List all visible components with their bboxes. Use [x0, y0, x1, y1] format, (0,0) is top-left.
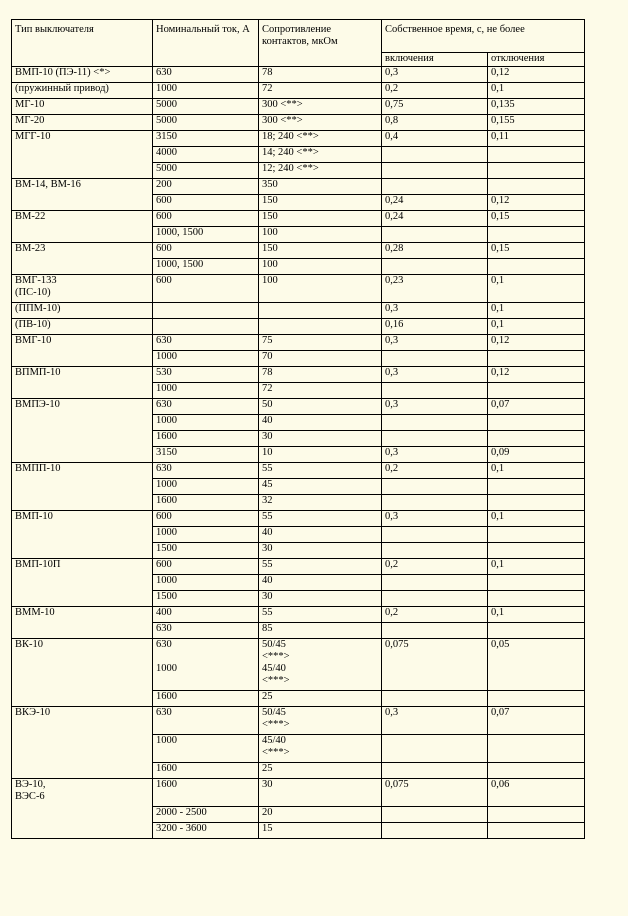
time-off-cell [488, 147, 585, 163]
time-on-cell [382, 147, 488, 163]
rated-current-cell: 600 [153, 195, 259, 211]
rated-current-cell: 3150 [153, 447, 259, 463]
resistance-cell: 30 [259, 431, 382, 447]
resistance-cell: 70 [259, 351, 382, 367]
resistance-cell: 30 [259, 543, 382, 559]
time-off-cell: 0,06 [488, 779, 585, 807]
rated-current-cell: 1000 [153, 415, 259, 431]
rated-current-cell: 600 [153, 243, 259, 259]
rated-current-cell: 200 [153, 179, 259, 195]
table-row [12, 131, 585, 147]
time-on-cell: 0,2 [382, 559, 488, 575]
table-row [12, 211, 585, 227]
resistance-cell: 100 [259, 275, 382, 303]
time-on-cell: 0,24 [382, 195, 488, 211]
resistance-cell: 78 [259, 367, 382, 383]
time-on-cell [382, 823, 488, 839]
resistance-cell: 150 [259, 243, 382, 259]
time-on-cell: 0,075 [382, 779, 488, 807]
resistance-cell: 50 [259, 399, 382, 415]
time-off-cell [488, 735, 585, 763]
table-row [12, 639, 585, 691]
time-on-cell: 0,075 [382, 639, 488, 691]
time-off-cell: 0,15 [488, 211, 585, 227]
rated-current-cell: 2000 - 2500 [153, 807, 259, 823]
table-row [12, 179, 585, 195]
rated-current-cell: 1000, 1500 [153, 227, 259, 243]
time-off-cell: 0,1 [488, 559, 585, 575]
breaker-type-cell: МГГ-10 [12, 131, 153, 179]
time-on-cell: 0,4 [382, 131, 488, 147]
time-on-cell [382, 163, 488, 179]
resistance-cell: 55 [259, 511, 382, 527]
time-off-cell: 0,11 [488, 131, 585, 147]
table-row [12, 707, 585, 735]
resistance-cell: 25 [259, 763, 382, 779]
rated-current-cell: 3150 [153, 131, 259, 147]
time-off-cell: 0,1 [488, 607, 585, 623]
time-on-cell: 0,3 [382, 303, 488, 319]
time-off-cell: 0,07 [488, 707, 585, 735]
rated-current-cell: 5000 [153, 163, 259, 179]
table-row [12, 607, 585, 623]
breaker-type-cell: ВМПП-10 [12, 463, 153, 511]
resistance-cell: 100 [259, 227, 382, 243]
table-row [12, 319, 585, 335]
table-row [12, 115, 585, 131]
rated-current-cell: 1600 [153, 495, 259, 511]
table-row [12, 779, 585, 807]
resistance-cell: 15 [259, 823, 382, 839]
time-on-cell [382, 415, 488, 431]
time-on-cell: 0,2 [382, 83, 488, 99]
time-on-cell [382, 543, 488, 559]
time-on-cell [382, 763, 488, 779]
time-on-cell [382, 807, 488, 823]
resistance-cell: 18; 240 <**> [259, 131, 382, 147]
table-row [12, 399, 585, 415]
time-off-cell [488, 823, 585, 839]
resistance-cell: 85 [259, 623, 382, 639]
rated-current-cell: 1000 [153, 575, 259, 591]
header-time: Собственное время, с, не более [382, 20, 585, 53]
resistance-cell: 350 [259, 179, 382, 195]
resistance-cell: 20 [259, 807, 382, 823]
time-off-cell [488, 807, 585, 823]
resistance-cell: 40 [259, 575, 382, 591]
resistance-cell: 75 [259, 335, 382, 351]
resistance-cell: 12; 240 <**> [259, 163, 382, 179]
breaker-type-cell: ВМП-10 (ПЭ-11) <*> [12, 67, 153, 83]
breaker-type-cell: ВМГ-10 [12, 335, 153, 367]
rated-current-cell: 630 1000 [153, 639, 259, 691]
time-off-cell [488, 591, 585, 607]
breaker-type-cell: ВМП-10П [12, 559, 153, 607]
rated-current-cell: 1600 [153, 763, 259, 779]
rated-current-cell: 5000 [153, 99, 259, 115]
time-off-cell [488, 383, 585, 399]
resistance-cell: 40 [259, 415, 382, 431]
time-off-cell [488, 163, 585, 179]
time-on-cell: 0,16 [382, 319, 488, 335]
table-row [12, 67, 585, 83]
time-off-cell: 0,135 [488, 99, 585, 115]
resistance-cell: 30 [259, 779, 382, 807]
rated-current-cell: 600 [153, 511, 259, 527]
time-on-cell [382, 735, 488, 763]
resistance-cell: 32 [259, 495, 382, 511]
resistance-cell: 100 [259, 259, 382, 275]
rated-current-cell: 1000 [153, 479, 259, 495]
time-off-cell: 0,1 [488, 463, 585, 479]
circuit-breaker-table [11, 19, 585, 839]
breaker-type-cell: ВМ-14, ВМ-16 [12, 179, 153, 211]
time-on-cell: 0,2 [382, 607, 488, 623]
rated-current-cell: 630 [153, 399, 259, 415]
rated-current-cell: 630 [153, 463, 259, 479]
time-on-cell: 0,3 [382, 399, 488, 415]
time-off-cell [488, 479, 585, 495]
resistance-cell: 150 [259, 211, 382, 227]
rated-current-cell: 1000 [153, 527, 259, 543]
time-on-cell: 0,23 [382, 275, 488, 303]
breaker-type-cell: (ППМ-10) [12, 303, 153, 319]
table-row [12, 243, 585, 259]
table-row [12, 559, 585, 575]
breaker-type-cell: МГ-10 [12, 99, 153, 115]
resistance-cell: 30 [259, 591, 382, 607]
time-off-cell: 0,12 [488, 67, 585, 83]
breaker-type-cell: ВМГ-133 (ПС-10) [12, 275, 153, 303]
table-row [12, 463, 585, 479]
time-on-cell [382, 179, 488, 195]
time-off-cell [488, 575, 585, 591]
time-off-cell: 0,1 [488, 275, 585, 303]
resistance-cell: 45 [259, 479, 382, 495]
time-on-cell: 0,28 [382, 243, 488, 259]
header-on: включения [382, 53, 488, 67]
header-off: отключения [488, 53, 585, 67]
resistance-cell: 45/40 <***> [259, 735, 382, 763]
time-off-cell: 0,12 [488, 335, 585, 351]
resistance-cell: 78 [259, 67, 382, 83]
breaker-type-cell: (пружинный привод) [12, 83, 153, 99]
rated-current-cell: 630 [153, 707, 259, 735]
time-on-cell [382, 495, 488, 511]
time-off-cell: 0,15 [488, 243, 585, 259]
resistance-cell [259, 303, 382, 319]
time-off-cell [488, 543, 585, 559]
rated-current-cell: 1000 [153, 383, 259, 399]
time-on-cell [382, 431, 488, 447]
breaker-type-cell: МГ-20 [12, 115, 153, 131]
resistance-cell: 50/45 <***> 45/40 <***> [259, 639, 382, 691]
breaker-type-cell: ВМПЭ-10 [12, 399, 153, 463]
rated-current-cell: 600 [153, 559, 259, 575]
time-on-cell: 0,3 [382, 447, 488, 463]
table-row [12, 511, 585, 527]
time-off-cell [488, 179, 585, 195]
rated-current-cell: 600 [153, 211, 259, 227]
time-on-cell [382, 591, 488, 607]
rated-current-cell: 630 [153, 623, 259, 639]
breaker-type-cell: ВМ-23 [12, 243, 153, 275]
time-off-cell: 0,1 [488, 319, 585, 335]
table-row [12, 275, 585, 303]
rated-current-cell: 3200 - 3600 [153, 823, 259, 839]
time-on-cell [382, 527, 488, 543]
time-on-cell [382, 227, 488, 243]
resistance-cell: 25 [259, 691, 382, 707]
rated-current-cell: 1000 [153, 83, 259, 99]
rated-current-cell: 1000 [153, 735, 259, 763]
table-row [12, 99, 585, 115]
rated-current-cell: 600 [153, 275, 259, 303]
time-on-cell: 0,3 [382, 67, 488, 83]
resistance-cell: 300 <**> [259, 99, 382, 115]
breaker-type-cell: ВПМП-10 [12, 367, 153, 399]
table-row [12, 83, 585, 99]
time-on-cell: 0,2 [382, 463, 488, 479]
resistance-cell: 55 [259, 559, 382, 575]
rated-current-cell: 1500 [153, 543, 259, 559]
rated-current-cell: 1600 [153, 431, 259, 447]
time-on-cell [382, 351, 488, 367]
time-off-cell [488, 527, 585, 543]
breaker-type-cell: ВМ-22 [12, 211, 153, 243]
time-off-cell [488, 351, 585, 367]
rated-current-cell: 1000, 1500 [153, 259, 259, 275]
time-on-cell: 0,3 [382, 335, 488, 351]
rated-current-cell [153, 319, 259, 335]
time-on-cell: 0,3 [382, 707, 488, 735]
header-resistance: Сопротивление контактов, мкОм [259, 20, 382, 67]
rated-current-cell: 1600 [153, 691, 259, 707]
header-current: Номинальный ток, А [153, 20, 259, 67]
time-on-cell: 0,3 [382, 367, 488, 383]
time-off-cell: 0,12 [488, 195, 585, 211]
rated-current-cell: 1000 [153, 351, 259, 367]
time-off-cell [488, 763, 585, 779]
time-on-cell [382, 259, 488, 275]
breaker-type-cell: ВКЭ-10 [12, 707, 153, 779]
resistance-cell: 72 [259, 383, 382, 399]
rated-current-cell: 400 [153, 607, 259, 623]
time-off-cell [488, 227, 585, 243]
resistance-cell: 55 [259, 463, 382, 479]
time-on-cell [382, 479, 488, 495]
time-off-cell [488, 691, 585, 707]
resistance-cell: 14; 240 <**> [259, 147, 382, 163]
breaker-type-cell: ВММ-10 [12, 607, 153, 639]
time-off-cell: 0,1 [488, 83, 585, 99]
rated-current-cell [153, 303, 259, 319]
resistance-cell: 50/45 <***> [259, 707, 382, 735]
rated-current-cell: 630 [153, 67, 259, 83]
time-off-cell: 0,1 [488, 303, 585, 319]
time-off-cell: 0,07 [488, 399, 585, 415]
time-off-cell [488, 495, 585, 511]
time-on-cell [382, 575, 488, 591]
time-off-cell: 0,05 [488, 639, 585, 691]
rated-current-cell: 630 [153, 335, 259, 351]
table-row [12, 303, 585, 319]
breaker-type-cell: (ПВ-10) [12, 319, 153, 335]
header-type: Тип выключателя [12, 20, 153, 67]
time-off-cell [488, 259, 585, 275]
breaker-type-cell: ВЭ-10, ВЭС-6 [12, 779, 153, 839]
table-row [12, 367, 585, 383]
time-on-cell: 0,8 [382, 115, 488, 131]
rated-current-cell: 1600 [153, 779, 259, 807]
resistance-cell: 55 [259, 607, 382, 623]
time-on-cell [382, 623, 488, 639]
resistance-cell: 72 [259, 83, 382, 99]
time-on-cell [382, 691, 488, 707]
time-off-cell [488, 415, 585, 431]
resistance-cell: 300 <**> [259, 115, 382, 131]
breaker-type-cell: ВК-10 [12, 639, 153, 707]
breaker-type-cell: ВМП-10 [12, 511, 153, 559]
time-off-cell [488, 431, 585, 447]
resistance-cell [259, 319, 382, 335]
time-on-cell: 0,75 [382, 99, 488, 115]
resistance-cell: 40 [259, 527, 382, 543]
time-off-cell [488, 623, 585, 639]
time-on-cell: 0,3 [382, 511, 488, 527]
rated-current-cell: 1500 [153, 591, 259, 607]
time-off-cell: 0,09 [488, 447, 585, 463]
resistance-cell: 150 [259, 195, 382, 211]
time-off-cell: 0,1 [488, 511, 585, 527]
time-on-cell: 0,24 [382, 211, 488, 227]
time-on-cell [382, 383, 488, 399]
rated-current-cell: 5000 [153, 115, 259, 131]
table-row [12, 335, 585, 351]
resistance-cell: 10 [259, 447, 382, 463]
rated-current-cell: 4000 [153, 147, 259, 163]
rated-current-cell: 530 [153, 367, 259, 383]
time-off-cell: 0,155 [488, 115, 585, 131]
time-off-cell: 0,12 [488, 367, 585, 383]
